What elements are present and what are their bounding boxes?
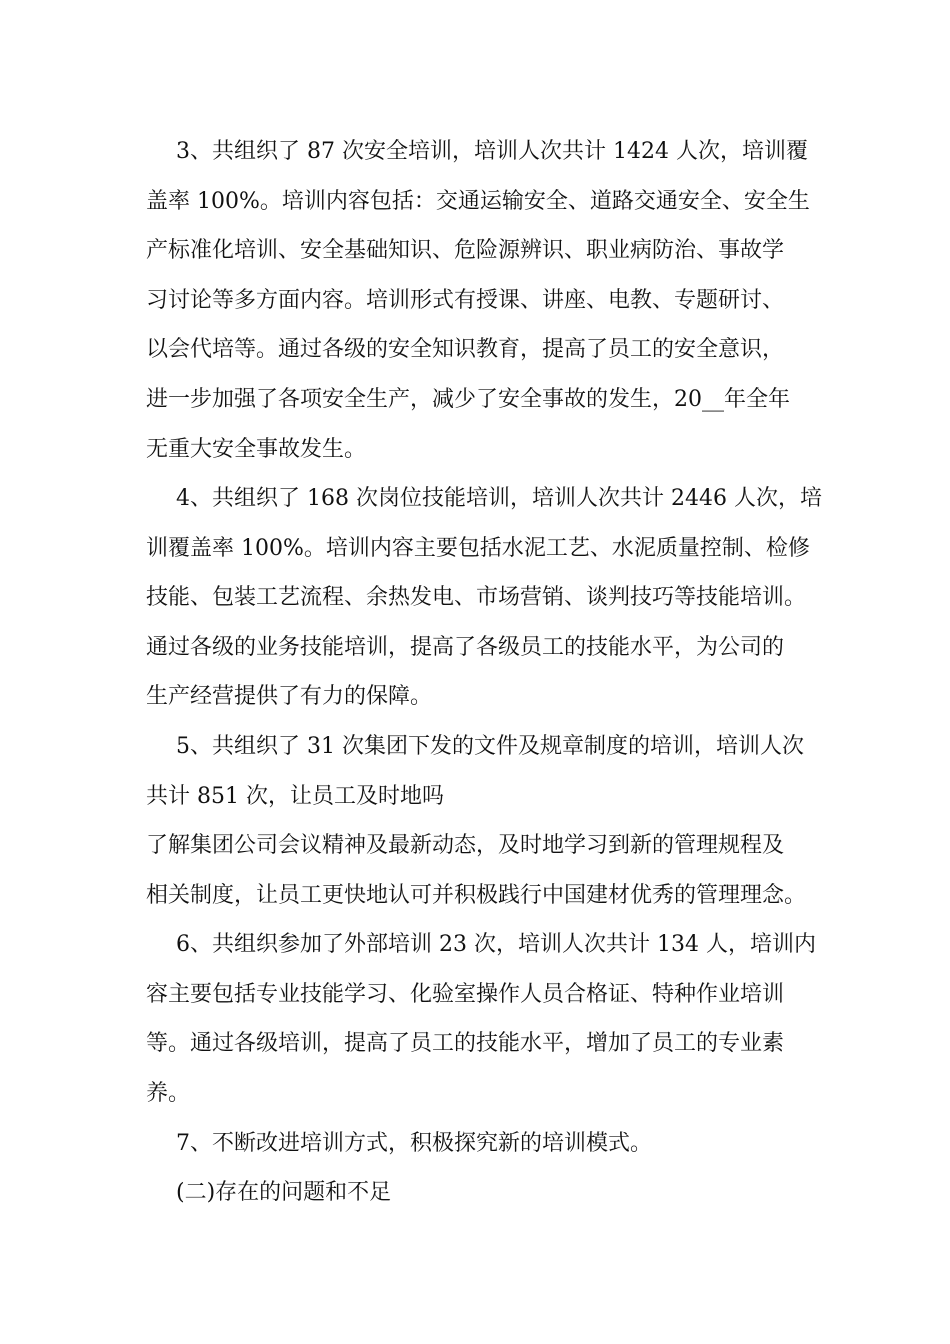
text-line-item4-1: 4、共组织了 168 次岗位技能培训，培训人次共计 2446 人次，培 xyxy=(176,486,822,511)
text-line-item3-4: 习讨论等多方面内容。培训形式有授课、讲座、电教、专题研讨、 xyxy=(146,288,785,313)
text-line-item5-2: 共计 851 次，让员工及时地吗 xyxy=(146,784,444,809)
text-line-item3-6: 进一步加强了各项安全生产，减少了安全事故的发生，20__年全年 xyxy=(146,387,790,412)
text-line-item4-5: 生产经营提供了有力的保障。 xyxy=(146,684,433,709)
text-line-item3-1: 3、共组织了 87 次安全培训，培训人次共计 1424 人次，培训覆 xyxy=(176,139,808,164)
text-line-item6-3: 等。通过各级培训，提高了员工的技能水平，增加了员工的专业素 xyxy=(146,1031,785,1056)
text-line-item5-4: 相关制度，让员工更快地认可并积极践行中国建材优秀的管理理念。 xyxy=(146,883,807,908)
text-line-item5-3: 了解集团公司会议精神及最新动态，及时地学习到新的管理规程及 xyxy=(146,833,785,858)
text-line-item6-4: 养。 xyxy=(146,1081,191,1106)
text-line-item4-2: 训覆盖率 100%。培训内容主要包括水泥工艺、水泥质量控制、检修 xyxy=(146,536,810,561)
text-line-item6-1: 6、共组织参加了外部培训 23 次，培训人次共计 134 人，培训内 xyxy=(176,932,816,957)
text-line-item7: 7、不断改进培训方式，积极探究新的培训模式。 xyxy=(176,1131,652,1156)
text-line-item3-3: 产标准化培训、安全基础知识、危险源辨识、职业病防治、事故学 xyxy=(146,238,785,263)
section-heading-problems: (二)存在的问题和不足 xyxy=(176,1180,392,1205)
text-line-item6-2: 容主要包括专业技能学习、化验室操作人员合格证、特种作业培训 xyxy=(146,982,785,1007)
text-line-item3-7: 无重大安全事故发生。 xyxy=(146,437,367,462)
text-line-item5-1: 5、共组织了 31 次集团下发的文件及规章制度的培训，培训人次 xyxy=(176,734,804,759)
text-line-item4-4: 通过各级的业务技能培训，提高了各级员工的技能水平，为公司的 xyxy=(146,635,785,660)
text-line-item4-3: 技能、包装工艺流程、余热发电、市场营销、谈判技巧等技能培训。 xyxy=(146,585,807,610)
text-line-item3-2: 盖率 100%。培训内容包括：交通运输安全、道路交通安全、安全生 xyxy=(146,189,810,214)
text-line-item3-5: 以会代培等。通过各级的安全知识教育，提高了员工的安全意识， xyxy=(146,337,785,362)
